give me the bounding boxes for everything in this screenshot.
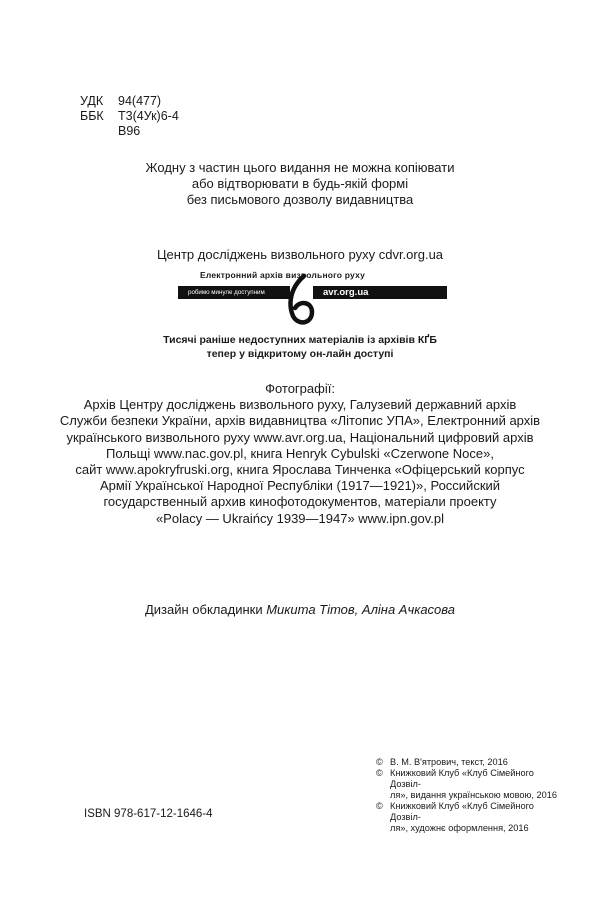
notice-line: Жодну з частин цього видання не можна копіювати bbox=[145, 160, 455, 175]
author-mark-row bbox=[80, 124, 179, 139]
bbk-label: ББК bbox=[80, 109, 104, 123]
author-mark-label bbox=[80, 124, 118, 139]
copyright-symbol: © bbox=[376, 757, 383, 767]
classification-block bbox=[80, 94, 179, 139]
design-names: Микита Тітов, Аліна Ачкасова bbox=[266, 602, 456, 617]
notice-line: або відтворювати в будь-якій формі bbox=[191, 176, 409, 191]
copyright-item bbox=[376, 768, 566, 801]
notice-line: без письмового дозволу видавництва bbox=[186, 192, 414, 207]
copyright-notice bbox=[140, 160, 460, 208]
photo-credits-line: Польщі www.nac.gov.pl, книга Henryk Cybulski «Czerwone Noce», bbox=[106, 445, 494, 461]
udk-value: 94(477) bbox=[118, 94, 162, 108]
photo-credits-line: Армії Української Народної Республіки (1917—1921)», Российский bbox=[99, 478, 501, 494]
photo-credits-line: сайт www.apokryfruski.org, книга Ярослава Тинченка «Офіцерський корпус bbox=[75, 462, 525, 478]
photo-credits-line: государственный архив кинофотодокументов, матеріали проекту bbox=[103, 494, 497, 510]
copyright-line: Книжковий Клуб «Клуб Сімейного Дозвіл- bbox=[390, 768, 534, 789]
copyright-line: ля», видання українською мовою, 2016 bbox=[390, 790, 557, 800]
archive-symbol-icon bbox=[284, 274, 318, 328]
copyright-symbol: © bbox=[376, 801, 383, 811]
logo-url: avr.org.ua bbox=[323, 287, 369, 298]
tagline-line: тепер у відкритому он-лайн доступі bbox=[206, 348, 394, 360]
copyright-line: В. М. В'ятрович, текст, 2016 bbox=[390, 757, 508, 767]
copyright-line: Книжковий Клуб «Клуб Сімейного Дозвіл- bbox=[390, 801, 534, 822]
logo-url-bar bbox=[313, 286, 447, 299]
logo-title: Електронний архів визвольного руху bbox=[200, 270, 366, 280]
design-label: Дизайн обкладинки bbox=[144, 602, 267, 617]
photo-credits-line: Служби безпеки України, архів видавництва «Літопис УПА», Електронний архів bbox=[59, 413, 541, 429]
copyright-item bbox=[376, 757, 566, 768]
tagline-line: Тисячі раніше недоступних матеріалів із архівів КҐБ bbox=[163, 334, 437, 346]
cover-design-credit bbox=[0, 602, 600, 617]
isbn: ISBN 978-617-12-1646-4 bbox=[84, 808, 213, 820]
udk-label: УДК bbox=[80, 94, 104, 108]
author-mark-value: В96 bbox=[118, 124, 141, 138]
photo-credits bbox=[0, 381, 600, 527]
copyright-line: ля», художнє оформлення, 2016 bbox=[390, 823, 529, 833]
photo-credits-heading: Фотографії: bbox=[265, 381, 335, 396]
copyright-item bbox=[376, 801, 566, 834]
copyright-block bbox=[376, 757, 566, 834]
udk-row bbox=[80, 94, 179, 109]
tagline bbox=[0, 333, 600, 361]
photo-credits-line: Архів Центру досліджень визвольного руху, Галузевий державний архів bbox=[83, 397, 517, 413]
photo-credits-line: українського визвольного руху www.avr.org.ua, Національний цифровий архів bbox=[66, 429, 534, 445]
photo-credits-line: «Polacy — Ukraińcy 1939—1947» www.ipn.gov.pl bbox=[155, 510, 445, 526]
bbk-value: Т3(4Ук)6-4 bbox=[118, 109, 179, 123]
logo-slogan-bar bbox=[178, 286, 290, 299]
cdvr-line: Центр досліджень визвольного руху cdvr.org.ua bbox=[156, 247, 444, 262]
bbk-row bbox=[80, 109, 179, 124]
avr-logo bbox=[178, 270, 448, 330]
copyright-symbol: © bbox=[376, 768, 383, 778]
logo-slogan: робимо минуле доступним bbox=[188, 289, 265, 296]
